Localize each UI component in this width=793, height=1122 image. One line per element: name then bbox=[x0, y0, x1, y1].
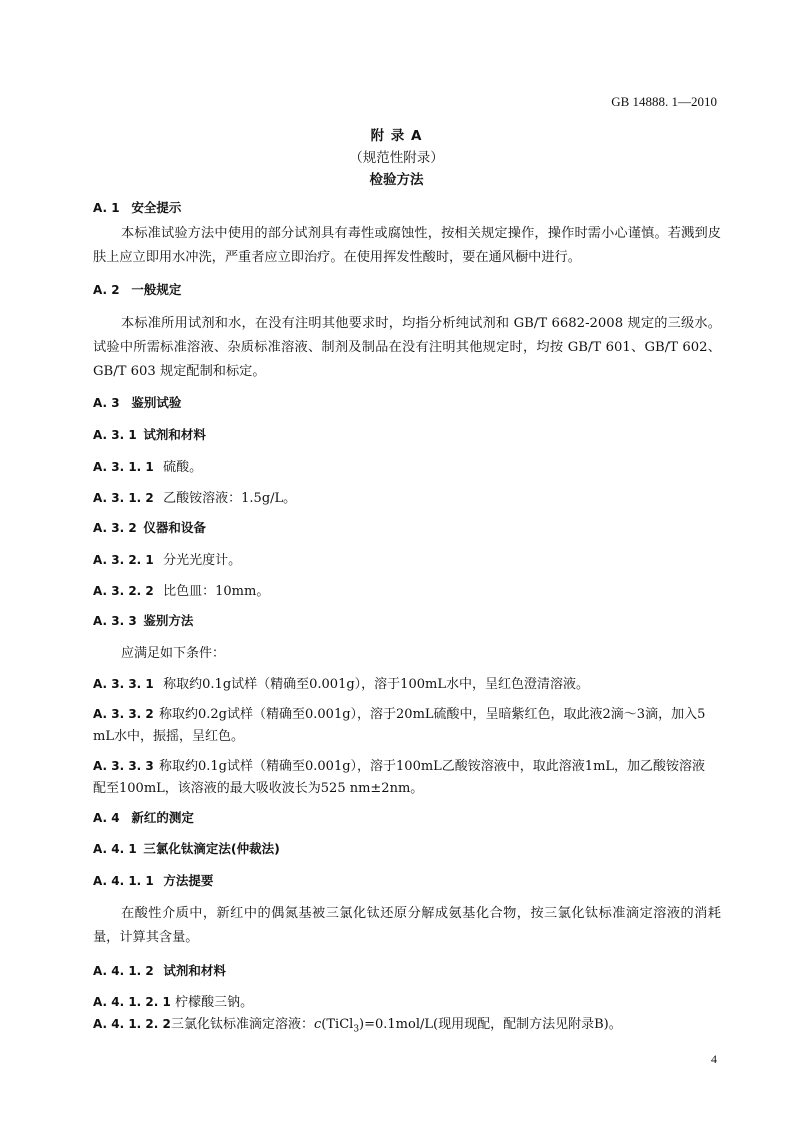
clause-a332: A. 3. 3. 2 称取约0.2g试样（精确至0.001g），溶于20mL硫酸中，呈暗紫红色，取此液2滴～3滴，加入5 mL水中，振摇，呈红色。 bbox=[93, 707, 706, 744]
section-heading-a412: A. 4. 1. 2 试剂和材料 bbox=[93, 963, 226, 978]
standard-code: GB 14888. 1—2010 bbox=[611, 94, 717, 109]
a411-body: 在酸性介质中，新红中的偶氮基被三氯化钛还原分解成氨基化合物，按三氯化钛标准滴定溶液的消耗量，计算其含量。 bbox=[93, 906, 721, 945]
section-heading-a32: A. 3. 2 仪器和设备 bbox=[93, 520, 206, 535]
page-number: 4 bbox=[711, 1052, 717, 1066]
section-heading-a2: A. 2 一般规定 bbox=[93, 282, 182, 297]
clause-a4122: A. 4. 1. 2. 2三氯化钛标准滴定溶液：c(TiCl$_3$)=0.1mol/L(现用现配，配制方法见附录B)。 bbox=[93, 1017, 622, 1035]
section-body-a1: 本标准试验方法中使用的部分试剂具有毒性或腐蚀性，按相关规定操作，操作时需小心谨慎。若溅到皮肤上应立即用水冲洗，严重者应立即治疗。在使用挥发性酸时，要在通风橱中进行。 bbox=[93, 226, 721, 265]
section-heading-a33: A. 3. 3 鉴别方法 bbox=[93, 613, 194, 628]
a33-intro: 应满足如下条件： bbox=[121, 646, 226, 661]
clause-a331: A. 3. 3. 1 称取约0.1g试样（精确至0.001g），溶于100mL水中，呈红色澄清溶液。 bbox=[93, 677, 589, 692]
section-body-a2: 本标准所用试剂和水，在没有注明其他要求时，均指分析纯试剂和 GB/T 6682-2008 规定的三级水。试验中所需标准溶液、杂质标准溶液、制剂及制品在没有注明其他规定时，均按 GB/T 601、GB/T 602、GB/T 603 规定配制和标定。 bbox=[93, 316, 721, 379]
section-heading-a41: A. 4. 1 三氯化钛滴定法(仲裁法) bbox=[93, 841, 280, 856]
normative-label: （规范性附录） bbox=[349, 150, 444, 166]
clause-a322: A. 3. 2. 2 比色皿：10mm。 bbox=[93, 584, 270, 599]
section-heading-a31: A. 3. 1 试剂和材料 bbox=[93, 427, 206, 442]
section-heading-a4: A. 4 新红的测定 bbox=[93, 810, 194, 825]
section-heading-a1: A. 1 安全提示 bbox=[93, 200, 182, 215]
clause-a311: A. 3. 1. 1 硫酸。 bbox=[93, 460, 203, 475]
section-heading-a3: A. 3 鉴别试验 bbox=[93, 395, 182, 410]
appendix-title: 附 录 A bbox=[370, 128, 423, 144]
clause-a4121: A. 4. 1. 2. 1 柠檬酸三钠。 bbox=[93, 995, 254, 1010]
clause-a333: A. 3. 3. 3 称取约0.1g试样（精确至0.001g），溶于100mL乙酸铵溶液中，取此溶液1mL，加乙酸铵溶液 配至100mL，该溶液的最大吸收波长为525 nm±2nm。 bbox=[93, 759, 706, 796]
clause-a312: A. 3. 1. 2 乙酸铵溶液：1.5g/L。 bbox=[93, 491, 297, 506]
section-heading-a411: A. 4. 1. 1 方法提要 bbox=[93, 873, 214, 888]
clause-a321: A. 3. 2. 1 分光光度计。 bbox=[93, 553, 242, 568]
appendix-name: 检验方法 bbox=[369, 172, 424, 188]
